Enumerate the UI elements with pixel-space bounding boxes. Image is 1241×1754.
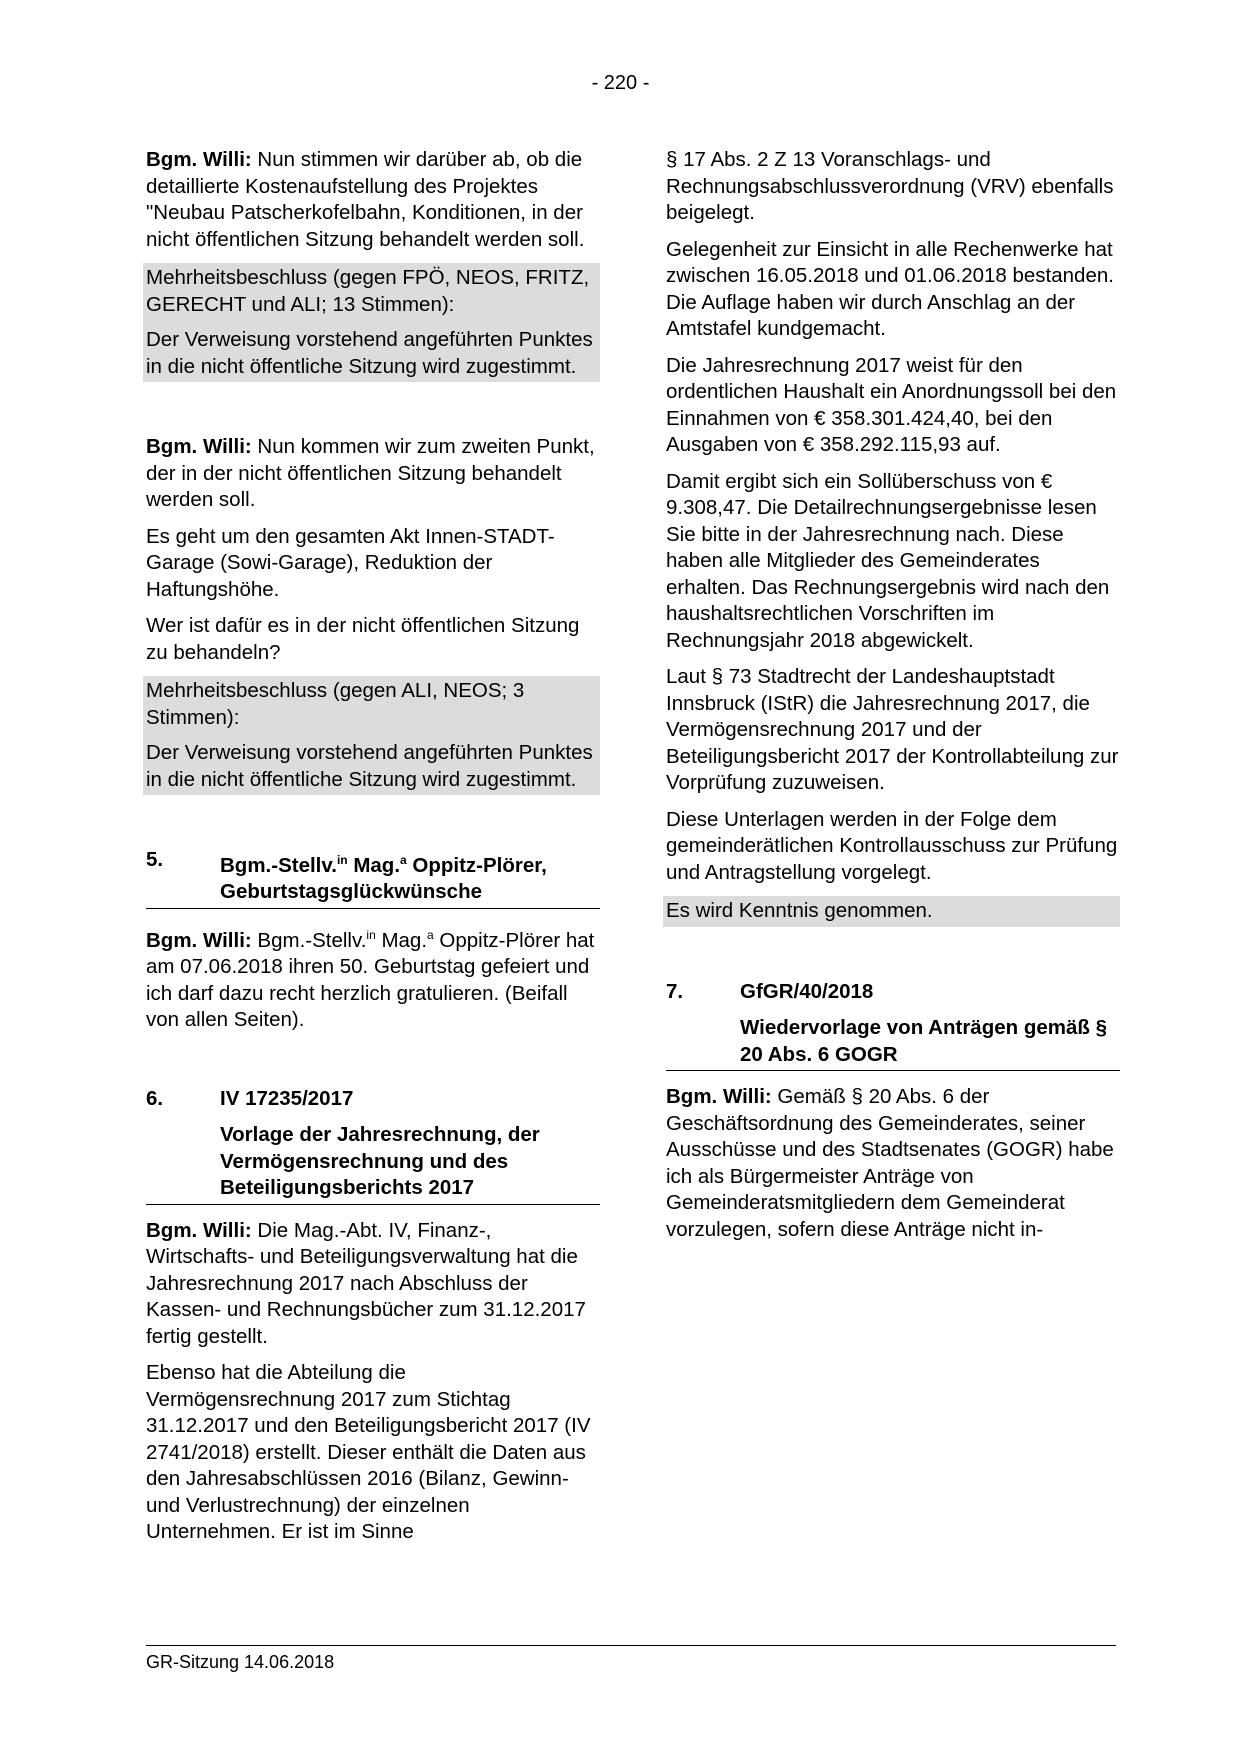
speaker-name: Bgm. Willi: — [146, 1218, 252, 1242]
speaker-name: Bgm. Willi: — [146, 435, 252, 458]
paragraph-text: Nun kommen wir zum zweiten Punkt, der in der nicht öffentlichen Sitzung behandelt werden soll. — [146, 435, 595, 511]
paragraph: § 17 Abs. 2 Z 13 Voranschlags- und Rechnungsabschlussverordnung (VRV) ebenfalls beigelegt. — [666, 148, 1114, 224]
paragraph: Gelegenheit zur Einsicht in alle Rechenwerke hat zwischen 16.05.2018 und 01.06.2018 bestanden. Die Auflage haben wir durch Anschlag an der Amtstafel kundgemacht. — [666, 237, 1114, 340]
agenda-code: GfGR/40/2018 — [740, 979, 874, 1003]
resolution-text: Der Verweisung vorstehend angeführten Punktes in die nicht öffentliche Sitzung wird zugestimmt. — [146, 328, 593, 378]
paragraph: Laut § 73 Stadtrecht der Landeshauptstadt Innsbruck (IStR) die Jahresrechnung 2017, die Vermögensrechnung 2017 und der Beteiligungsbericht 2017 der Kontrollabteilung zur Vorprüfung zuzuweisen. — [666, 665, 1119, 794]
resolution-box — [143, 676, 600, 795]
paragraph: Wer ist dafür es in der nicht öffentlichen Sitzung zu behandeln? — [146, 614, 580, 664]
paragraph: Diese Unterlagen werden in der Folge dem gemeinderätlichen Kontrollausschuss zur Prüfung und Antragstellung vorgelegt. — [666, 807, 1118, 884]
resolution-text: Der Verweisung vorstehend angeführten Punktes in die nicht öffentliche Sitzung wird zugestimmt. — [146, 741, 593, 791]
agenda-code: IV 17235/2017 — [220, 1086, 354, 1110]
paragraph-text: Nun stimmen wir darüber ab, ob die detaillierte Kostenaufstellung des Projektes "Neubau Patscherkofelbahn, Konditionen, in der nicht öffentlichen Sitzung behandelt werden soll. — [146, 148, 585, 251]
speaker-name: Bgm. Willi: — [146, 148, 252, 171]
paragraph-text: Gemäß § 20 Abs. 6 der Geschäftsordnung des Gemeinderates, seiner Ausschüsse und des Stadtsenates (GOGR) habe ich als Bürgermeister Anträge von Gemeinderatsmitgliedern dem Gemeinderat vorzulegen, sofern diese Anträge nicht in- — [666, 1085, 1114, 1241]
agenda-title — [220, 1086, 600, 1202]
agenda-number: 5. — [146, 848, 164, 871]
paragraph: Damit ergibt sich ein Sollüberschuss von € 9.308,47. Die Detailrechnungsergebnisse lesen Sie bitte in der Jahresrechnung nach. Diese haben alle Mitglieder des Gemeinderates erhalten. Das Rechnungsergebnis wird nach den haushaltsrechtlichen Vorschriften im Rechnungsjahr 2018 abgewickelt. — [666, 469, 1110, 652]
agenda-title — [740, 979, 1120, 1069]
paragraph: Es geht um den gesamten Akt Innen-STADT-Garage (Sowi-Garage), Reduktion der Haftungshöhe. — [146, 524, 555, 601]
agenda-item-5 — [146, 847, 600, 909]
agenda-title: Bgm.-Stellv.$^{in}$ Mag.$^a$ Oppitz-Plörer, Geburtstagsglückwünsche — [220, 853, 547, 904]
page-footer: GR-Sitzung 14.06.2018 — [146, 1645, 1116, 1673]
resolution-result: Mehrheitsbeschluss (gegen FPÖ, NEOS, FRITZ, GERECHT und ALI; 13 Stimmen): — [146, 266, 590, 316]
agenda-number: 6. — [146, 1086, 164, 1110]
agenda-item-6 — [146, 1086, 600, 1205]
agenda-subject: Vorlage der Jahresrechnung, der Vermögensrechnung und des Beteiligungsberichts 2017 — [220, 1123, 540, 1200]
resolution-text: Es wird Kenntnis genommen. — [666, 899, 933, 922]
resolution-box — [143, 263, 600, 382]
left-column — [146, 147, 600, 1556]
resolution-result: Mehrheitsbeschluss (gegen ALI, NEOS; 3 Stimmen): — [146, 679, 525, 729]
paragraph — [666, 1084, 1120, 1243]
page-number: - 220 - — [591, 72, 650, 94]
paragraph: Die Jahresrechnung 2017 weist für den ordentlichen Haushalt ein Anordnungssoll bei den Einnahmen von € 358.301.424,40, bei den Ausgaben von € 358.292.115,93 auf. — [666, 353, 1117, 456]
agenda-item-7 — [666, 979, 1120, 1072]
resolution-box — [663, 896, 1120, 927]
speaker-name: Bgm. Willi: — [666, 1085, 772, 1108]
paragraph — [146, 1218, 600, 1351]
agenda-number: 7. — [666, 979, 684, 1003]
paragraph-text: Die Mag.-Abt. IV, Finanz-, Wirtschafts- und Beteiligungsverwaltung hat die Jahresrechnung 2017 nach Abschluss der Kassen- und Rechnungsbücher zum 31.12.2017 fertig gestellt. — [146, 1218, 586, 1348]
speaker-name: Bgm. Willi: — [146, 928, 252, 952]
paragraph — [146, 434, 600, 514]
agenda-subject: Wiedervorlage von Anträgen gemäß § 20 Abs. 6 GOGR — [740, 1016, 1108, 1066]
paragraph — [146, 147, 600, 253]
right-column — [666, 147, 1120, 1253]
paragraph: Ebenso hat die Abteilung die Vermögensrechnung 2017 zum Stichtag 31.12.2017 und den Beteiligungsbericht 2017 (IV 2741/2018) erstellt. Dieser enthält die Daten aus den Jahresabschlüssen 2016 (Bilanz, Gewinn- und Verlustrechnung) der einzelnen Unternehmen. Er ist im Sinne — [146, 1361, 591, 1544]
paragraph: Bgm. Willi: Bgm.-Stellv.$^{in}$ Mag.$^a$ Oppitz-Plörer hat am 07.06.2018 ihren 50. Geburtstag gefeiert und ich darf dazu recht herzlich gratulieren. (Beifall von allen Seiten). — [146, 927, 595, 1032]
